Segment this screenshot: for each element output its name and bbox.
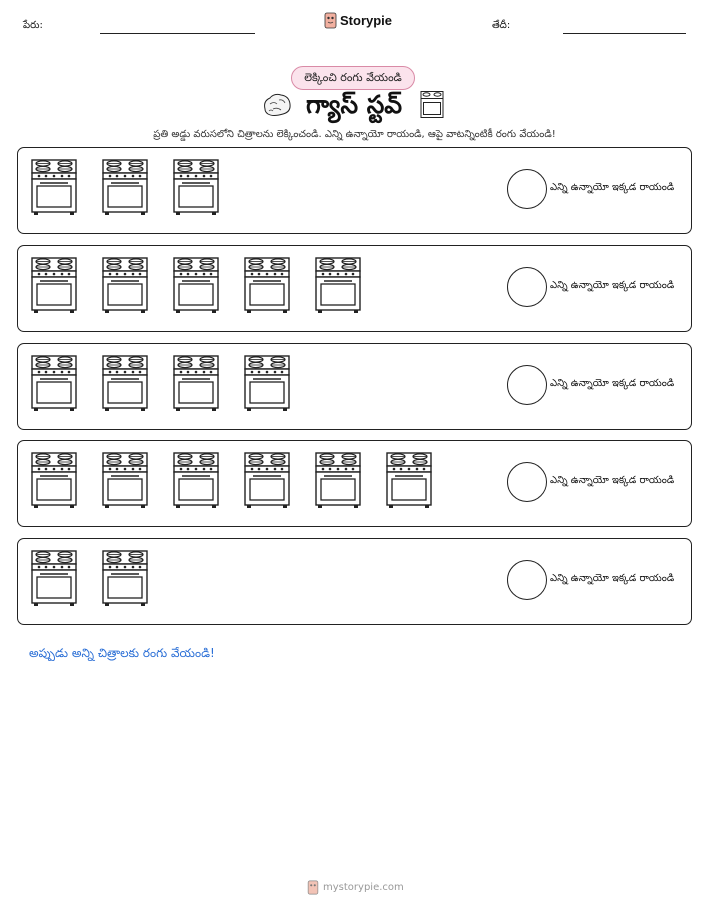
answer-circle[interactable] — [507, 462, 547, 502]
answer-label: ఎన్ని ఉన్నాయో ఇక్కడ రాయండి — [550, 475, 675, 486]
gas-stove-icon[interactable] — [101, 451, 149, 509]
storypie-logo-icon — [324, 12, 337, 29]
answer-label: ఎన్ని ఉన్నాయో ఇక్కడ రాయండి — [550, 378, 675, 389]
footer-note: అప్పుడు అన్ని చిత్రాలకు రంగు వేయండి! — [29, 646, 215, 660]
answer-circle[interactable] — [507, 560, 547, 600]
counting-row — [17, 245, 692, 332]
gas-stove-icon[interactable] — [314, 451, 362, 509]
instructions: ప్రతి అడ్డు వరుసలోని చిత్రాలను లెక్కించండి. ఎన్ని ఉన్నాయో రాయండి, ఆపై వాటన్నింటికీ రంగు వేయండి! — [153, 129, 556, 140]
gas-stove-icon[interactable] — [172, 354, 220, 412]
gas-stove-icon[interactable] — [243, 256, 291, 314]
date-label: తేదీ: — [492, 20, 511, 31]
gas-stove-icon[interactable] — [172, 158, 220, 216]
activity-badge: లెక్కించి రంగు వేయండి — [291, 66, 415, 90]
gas-stove-icon[interactable] — [172, 256, 220, 314]
answer-label: ఎన్ని ఉన్నాయో ఇక్కడ రాయండి — [550, 182, 675, 193]
counting-row — [17, 343, 692, 430]
counting-row — [17, 147, 692, 234]
answer-circle[interactable] — [507, 169, 547, 209]
gas-stove-icon[interactable] — [30, 549, 78, 607]
title-row — [260, 88, 450, 124]
gas-stove-icon[interactable] — [101, 256, 149, 314]
answer-label: ఎన్ని ఉన్నాయో ఇక్కడ రాయండి — [550, 573, 675, 584]
answer-circle[interactable] — [507, 267, 547, 307]
gas-stove-icon[interactable] — [30, 451, 78, 509]
gas-stove-icon[interactable] — [101, 158, 149, 216]
gas-stove-icon[interactable] — [385, 451, 433, 509]
gas-stove-icon[interactable] — [243, 451, 291, 509]
site-footer — [307, 880, 404, 895]
name-field[interactable] — [100, 33, 255, 34]
date-field[interactable] — [563, 33, 686, 34]
counting-row — [17, 440, 692, 527]
rock-icon — [262, 92, 292, 118]
gas-stove-icon[interactable] — [30, 256, 78, 314]
gas-stove-icon[interactable] — [101, 354, 149, 412]
gas-stove-icon[interactable] — [30, 354, 78, 412]
brand-logo — [324, 12, 392, 29]
storypie-logo-icon — [307, 880, 319, 895]
gas-stove-icon[interactable] — [172, 451, 220, 509]
page-title: గ్యాస్ స్టవ్ — [306, 90, 403, 119]
gas-stove-icon[interactable] — [30, 158, 78, 216]
answer-label: ఎన్ని ఉన్నాయో ఇక్కడ రాయండి — [550, 280, 675, 291]
brand-name: Storypie — [340, 13, 393, 28]
site-url[interactable]: mystorypie.com — [323, 882, 404, 893]
gas-stove-icon[interactable] — [243, 354, 291, 412]
name-label: పేరు: — [23, 20, 43, 31]
gas-stove-icon[interactable] — [314, 256, 362, 314]
counting-row — [17, 538, 692, 625]
gas-stove-icon — [420, 90, 444, 120]
gas-stove-icon[interactable] — [101, 549, 149, 607]
answer-circle[interactable] — [507, 365, 547, 405]
